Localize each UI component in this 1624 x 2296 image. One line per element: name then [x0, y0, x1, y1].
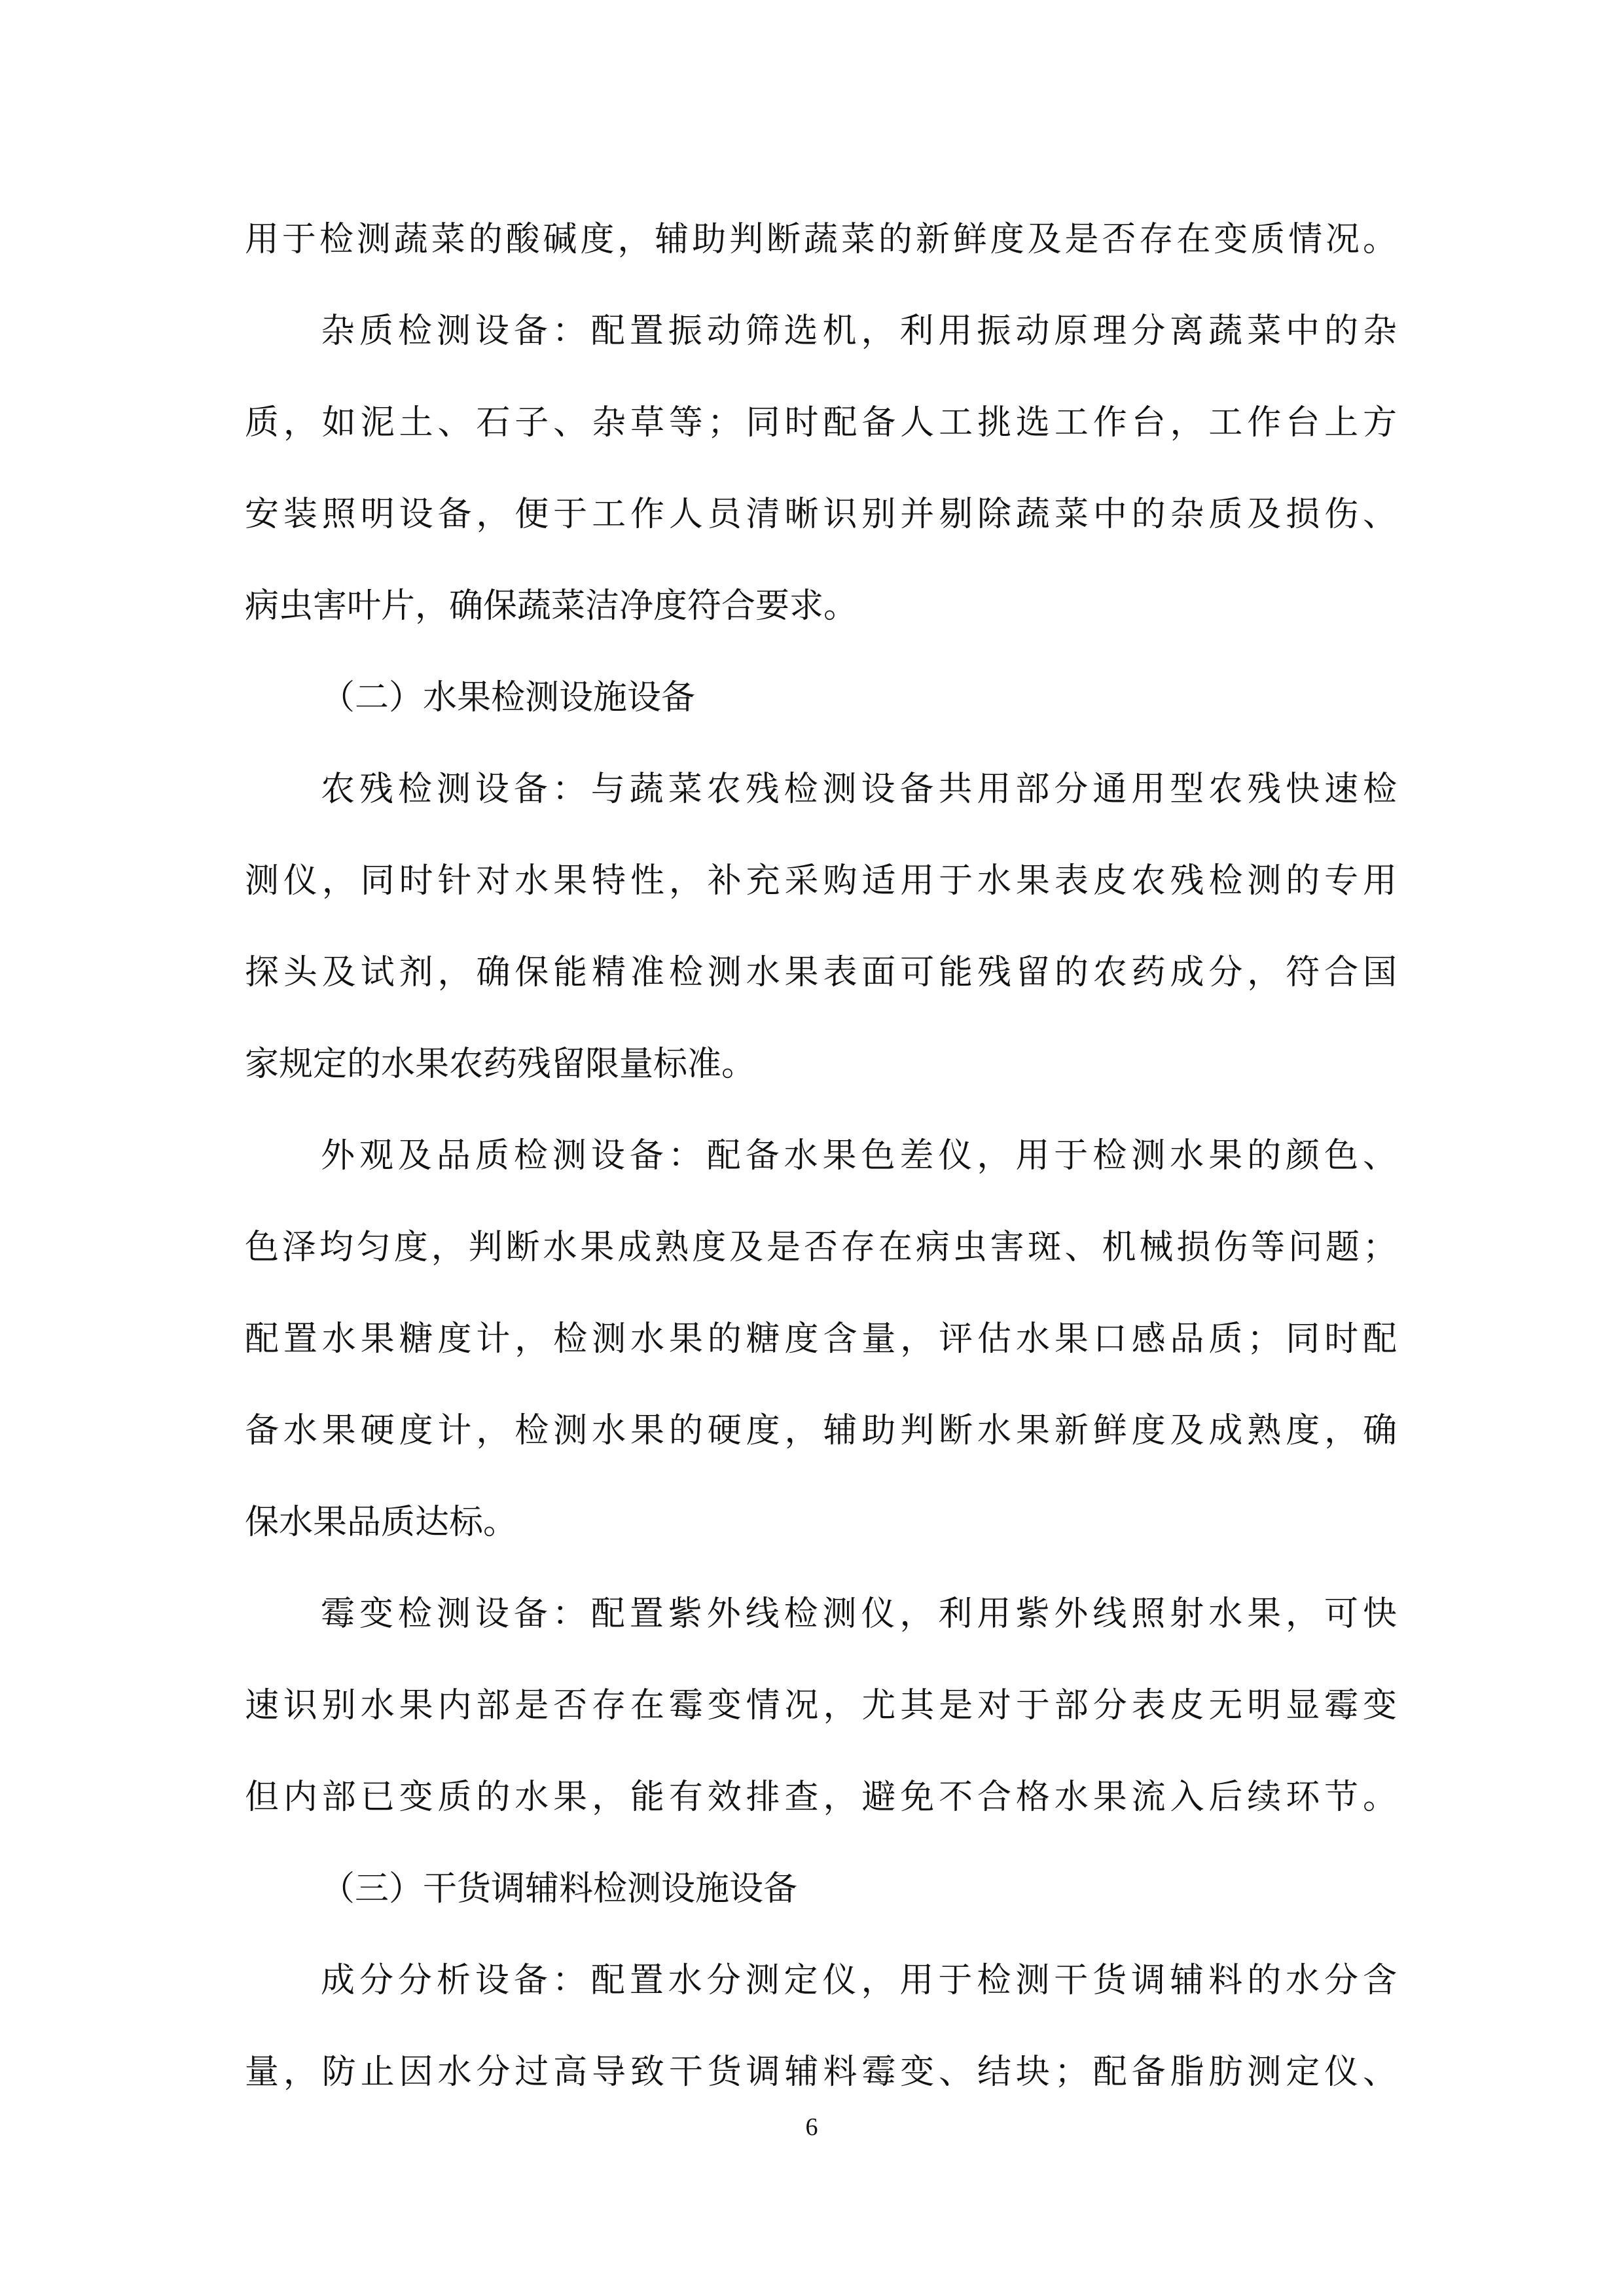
text-line-17: 速识别水果内部是否存在霉变情况，尤其是对于部分表皮无明显霉变 — [245, 1686, 1397, 1725]
text-line-7: 农残检测设备：与蔬菜农残检测设备共用部分通用型农残快速检 — [321, 770, 1397, 809]
text-line-8: 测仪，同时针对水果特性，补充采购适用于水果表皮农残检测的专用 — [245, 861, 1397, 901]
text-line-21: 量，防止因水分过高导致干货调辅料霉变、结块；配备脂肪测定仪、 — [245, 2053, 1397, 2092]
text-line-20: 成分分析设备：配置水分测定仪，用于检测干货调辅料的水分含 — [321, 1961, 1397, 2000]
text-line-11: 外观及品质检测设备：配备水果色差仪，用于检测水果的颜色、 — [321, 1136, 1397, 1175]
text-line-15: 保水果品质达标。 — [245, 1503, 518, 1542]
section-heading-fruit: （二）水果检测设施设备 — [321, 678, 696, 717]
text-line-3: 质，如泥土、石子、杂草等；同时配备人工挑选工作台，工作台上方 — [245, 403, 1397, 442]
text-line-12: 色泽均匀度，判断水果成熟度及是否存在病虫害斑、机械损伤等问题； — [245, 1228, 1397, 1267]
text-line-13: 配置水果糖度计，检测水果的糖度含量，评估水果口感品质；同时配 — [245, 1319, 1397, 1359]
text-line-10: 家规定的水果农药残留限量标准。 — [245, 1045, 756, 1084]
text-line-1: 用于检测蔬菜的酸碱度，辅助判断蔬菜的新鲜度及是否存在变质情况。 — [245, 220, 1397, 259]
text-line-18: 但内部已变质的水果，能有效排查，避免不合格水果流入后续环节。 — [245, 1778, 1397, 1817]
text-line-16: 霉变检测设备：配置紫外线检测仪，利用紫外线照射水果，可快 — [321, 1594, 1397, 1634]
text-line-9: 探头及试剂，确保能精准检测水果表面可能残留的农药成分，符合国 — [245, 953, 1397, 992]
text-line-2: 杂质检测设备：配置振动筛选机，利用振动原理分离蔬菜中的杂 — [321, 312, 1397, 351]
page-number: 6 — [805, 2113, 818, 2141]
text-line-14: 备水果硬度计，检测水果的硬度，辅助判断水果新鲜度及成熟度，确 — [245, 1411, 1397, 1450]
text-line-5: 病虫害叶片，确保蔬菜洁净度符合要求。 — [245, 586, 858, 626]
text-line-4: 安装照明设备，便于工作人员清晰识别并剔除蔬菜中的杂质及损伤、 — [245, 495, 1397, 534]
section-heading-dry-goods: （三）干货调辅料检测设施设备 — [321, 1869, 798, 1909]
